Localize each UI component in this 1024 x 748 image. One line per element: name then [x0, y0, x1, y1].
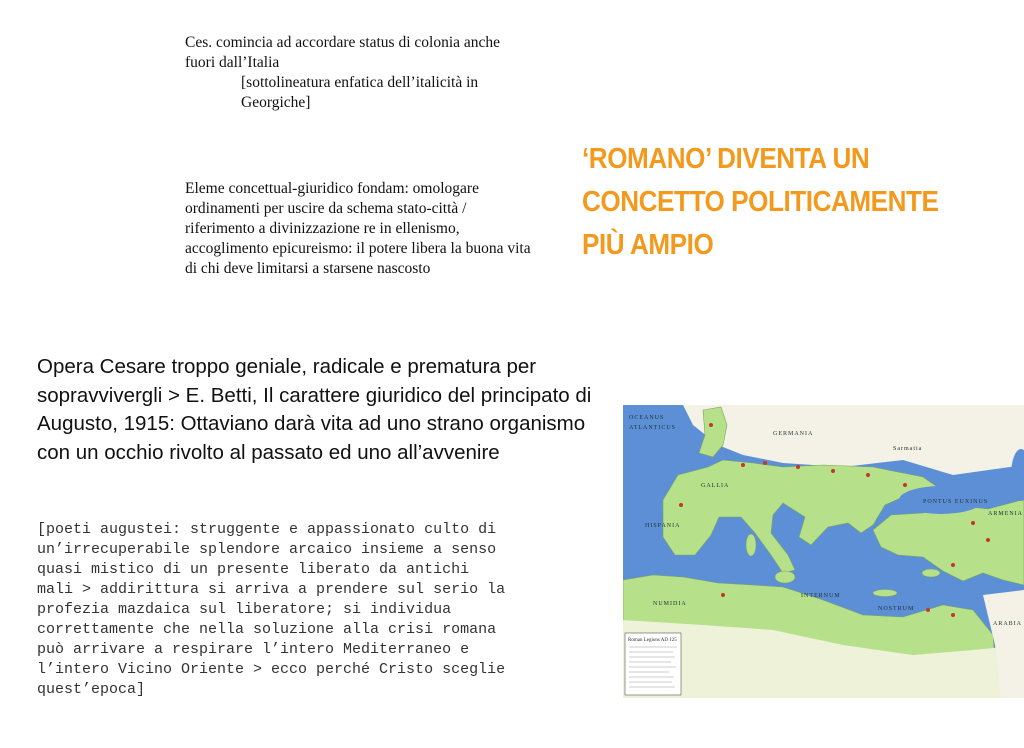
map-sicily: [775, 571, 795, 583]
map-label-atlanticus: ATLANTICUS: [629, 425, 676, 431]
map-sardinia: [746, 534, 756, 556]
map-label-sarmatia: Sarmatia: [893, 446, 923, 452]
map-label-numidia: NUMIDIA: [653, 601, 687, 607]
roman-empire-map: [623, 405, 1024, 698]
map-label-pontus: PONTUS EUXINUS: [923, 499, 989, 505]
note-concettuale: Eleme concettual-giuridico fondam: omologare ordinamenti per uscire da schema stato-città / riferimento a divinizzazione re in ellenismo, accoglimento epicureismo: il potere libera la buona vita di chi deve limitarsi a starsene nascosto: [185, 180, 531, 277]
headline-line-2: CONCETTO POLITICAMENTE: [582, 186, 939, 218]
map-legend-title: Roman Legions AD 125: [628, 638, 677, 643]
note-colonia: [185, 33, 530, 113]
map-cyprus: [922, 569, 940, 577]
poeti-augustei-paragraph: [poeti augustei: struggente e appassionato culto di un’irrecuperabile splendore arcaico insieme a senso quasi mistico di un presente liberato da antichi mali > addirittura si arriva a prendere sul serio la profezia mazdaica sul liberatore; si individua correttamente che nella soluzione alla crisi romana può arrivare a respirare l’intero Mediterraneo e l’intero Vicino Oriente > ecco perché Cristo sceglie quest’epoca]: [37, 521, 506, 698]
map-crete: [873, 590, 897, 597]
note-colonia-text: Ces. comincia ad accordare status di colonia anche fuori dall’Italia: [185, 34, 501, 71]
map-label-internum: INTERNUM: [801, 593, 841, 599]
map-label-nostrum: NOSTRUM: [878, 606, 915, 612]
opera-cesare-paragraph: Opera Cesare troppo geniale, radicale e prematura per sopravvivergli > E. Betti, Il carattere giuridico del principato di Augusto, 1915: Ottaviano darà vita ad uno strano organismo con un occhio rivolto al passato ed uno all’avvenire: [37, 355, 592, 464]
map-label-armenia: ARMENIA: [988, 511, 1023, 517]
map-label-arabia: ARABIA: [993, 621, 1023, 627]
headline-line-1: ‘ROMANO’ DIVENTA UN: [582, 143, 870, 175]
map-label-oceanus: OCEANUS: [629, 415, 665, 421]
map-image: [623, 405, 1024, 698]
note-georgiche-text: [sottolineatura enfatica dell’italicità in Georgiche]: [241, 74, 479, 111]
map-label-gallia: GALLIA: [701, 483, 730, 489]
headline-line-3: PIÙ AMPIO: [582, 229, 714, 261]
map-label-germania: GERMANIA: [773, 431, 814, 437]
map-label-hispania: HISPANIA: [645, 523, 681, 529]
headline: [582, 138, 960, 267]
